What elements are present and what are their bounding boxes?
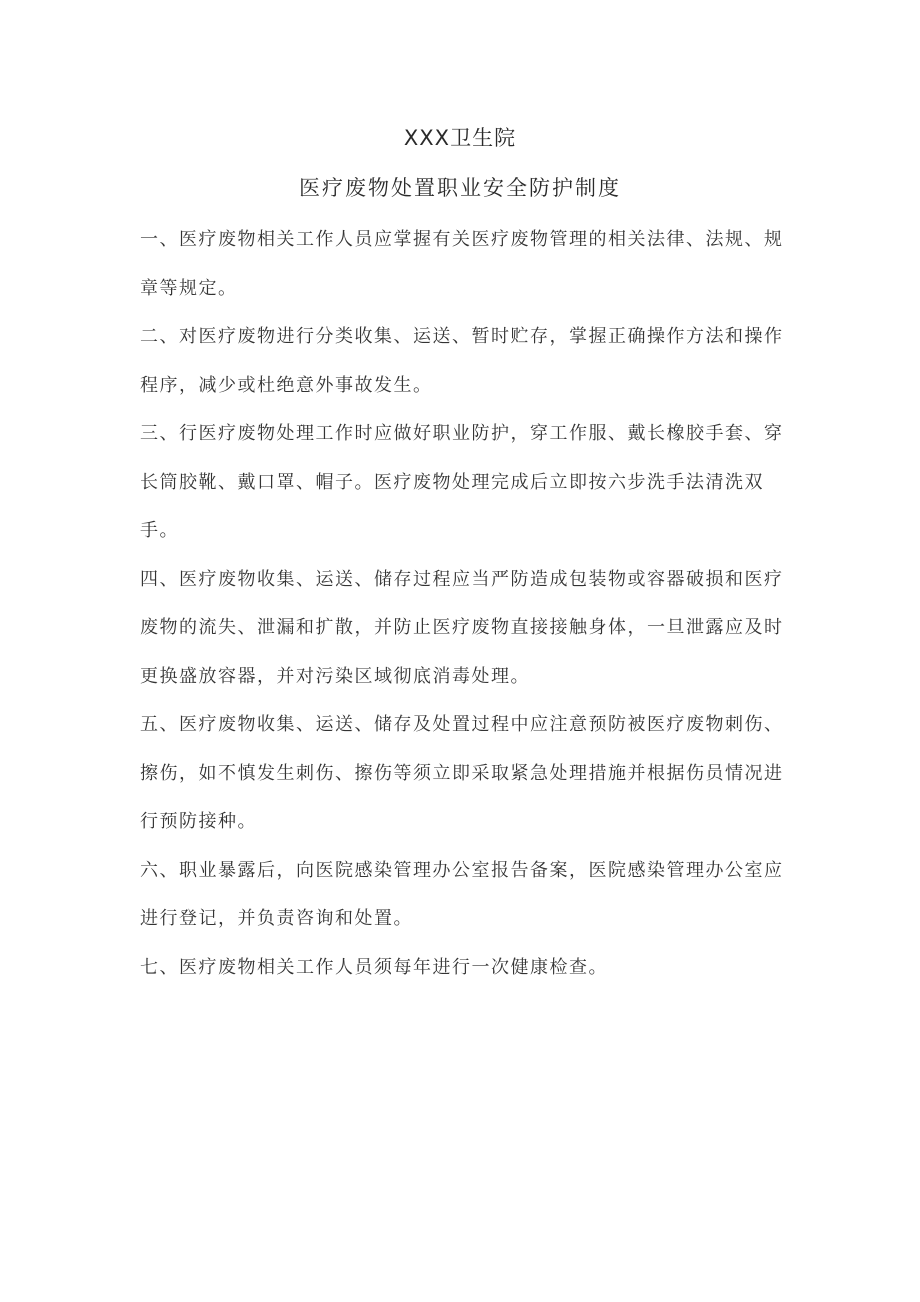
clause-4: 四、医疗废物收集、运送、储存过程应当严防造成包装物或容器破损和医疗废物的流失、泄漏和扩散，并防止医疗废物直接接触身体，一旦泄露应及时更换盛放容器，并对污染区域彻底消毒处理。 <box>140 568 784 687</box>
clause-2: 二、对医疗废物进行分类收集、运送、暂时贮存，掌握正确操作方法和操作程序，减少或杜绝意外事故发生。 <box>140 326 784 396</box>
document-body <box>140 216 800 992</box>
clause-6: 六、职业暴露后，向医院感染管理办公室报告备案，医院感染管理办公室应进行登记，并负责咨询和处置。 <box>140 859 784 929</box>
document-title: 医疗废物处置职业安全防护制度 <box>299 176 621 200</box>
clause-7: 七、医疗废物相关工作人员须每年进行一次健康检查。 <box>140 956 608 978</box>
hospital-name: XXX卫生院 <box>403 126 517 150</box>
clause-3: 三、行医疗废物处理工作时应做好职业防护，穿工作服、戴长橡胶手套、穿长筒胶靴、戴口罩、帽子。医疗废物处理完成后立即按六步洗手法清洗双手。 <box>140 423 784 541</box>
clause-5: 五、医疗废物收集、运送、储存及处置过程中应注意预防被医疗废物刺伤、擦伤，如不慎发生刺伤、擦伤等须立即采取紧急处理措施并根据伤员情况进行预防接种。 <box>140 714 784 832</box>
clause-1: 一、医疗废物相关工作人员应掌握有关医疗废物管理的相关法律、法规、规章等规定。 <box>140 229 784 299</box>
